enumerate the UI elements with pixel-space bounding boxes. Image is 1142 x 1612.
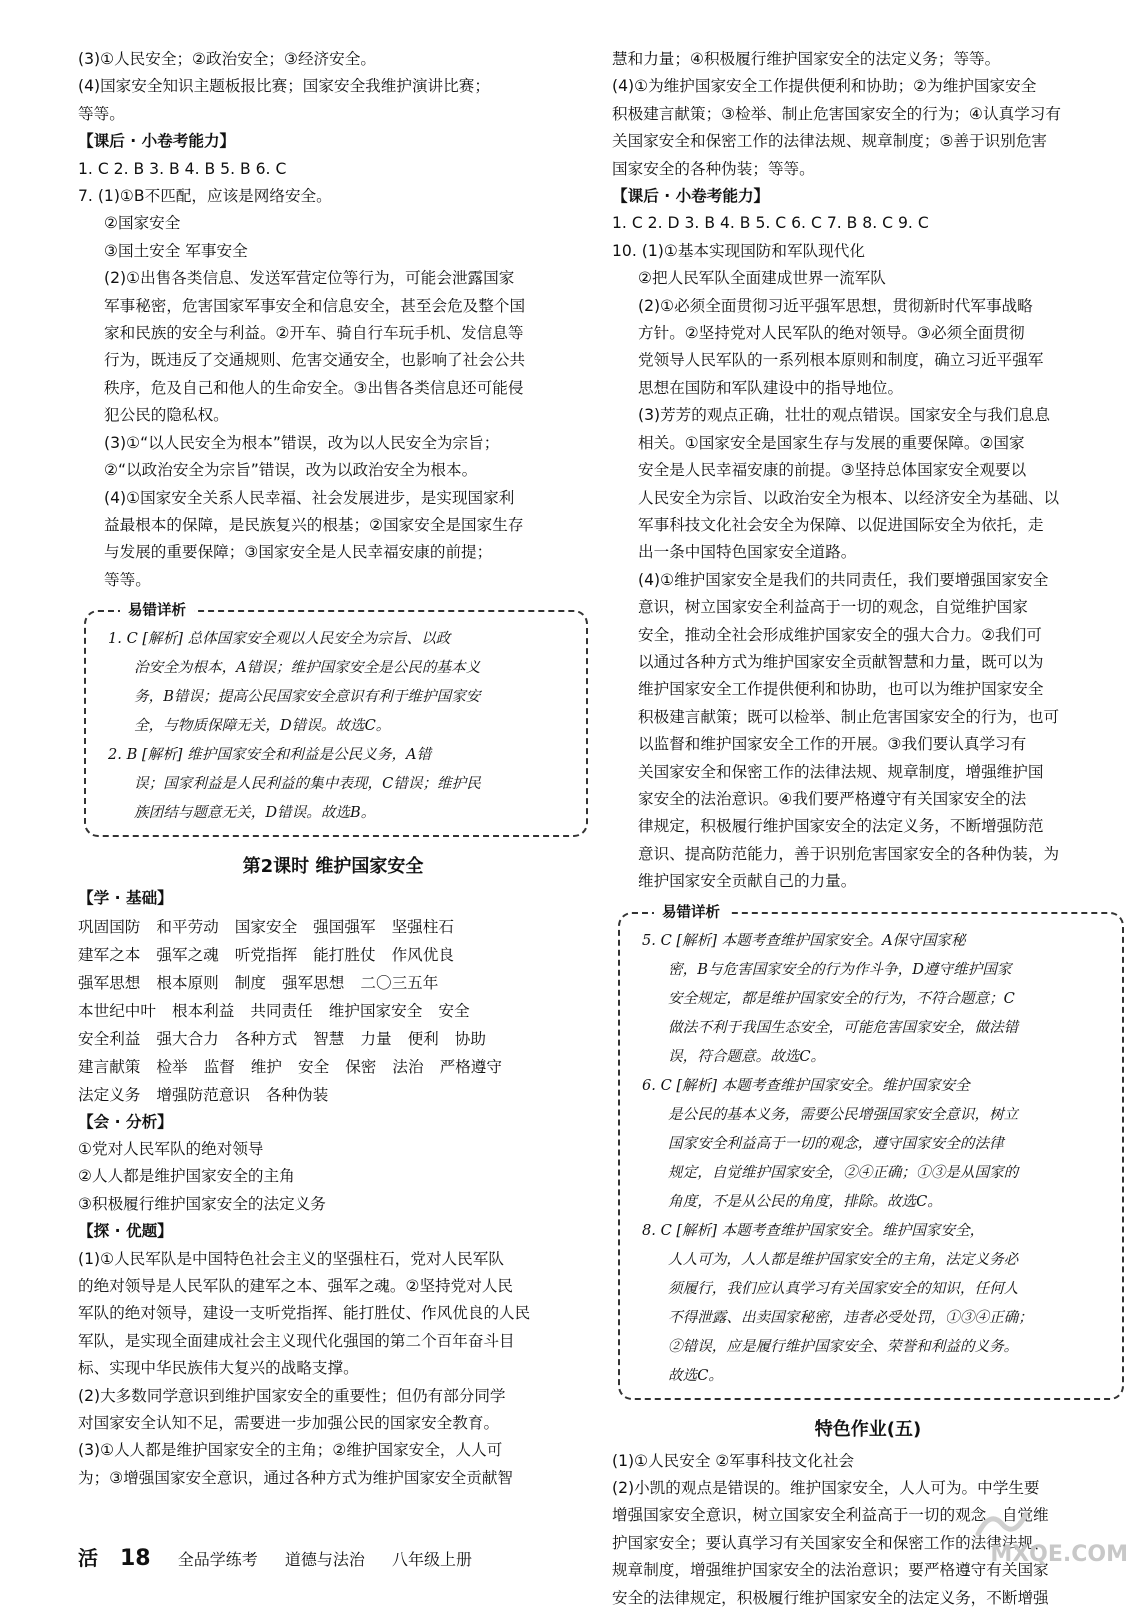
keyword: 协助 — [454, 1029, 486, 1048]
error-analysis-box — [84, 603, 588, 837]
keyword: 强大合力 — [156, 1029, 219, 1048]
text-line: (1)①人民军队是中国特色社会主义的坚强柱石，党对人民军队 — [78, 1249, 504, 1268]
box-line: 不得泄露、出卖国家秘密，违者必受处罚，①③④正确； — [668, 1308, 1033, 1326]
text-line: 标、实现中华民族伟大复兴的战略支撑。 — [78, 1359, 359, 1378]
text-line: ②人人都是维护国家安全的主角 — [78, 1167, 295, 1186]
box-line: 族团结与题意无关，D错误。故选B。 — [134, 804, 376, 822]
text-line: 等等。 — [78, 104, 125, 123]
text-line: 秩序，危及自己和他人的生命安全。③出售各类信息还可能侵 — [104, 378, 524, 397]
box-line: 是公民的基本义务，需要公民增强国家安全意识，树立 — [668, 1105, 1019, 1123]
keyword: 安全利益 — [78, 1029, 141, 1048]
right-column — [612, 46, 1124, 1612]
text-line: 对国家安全认知不足，需要进一步加强公民的国家安全教育。 — [78, 1414, 500, 1432]
text-line: 护国家安全；要认真学习有关国家安全和保密工作的法律法规、 — [612, 1533, 1049, 1552]
keyword: 强军思想 — [78, 973, 141, 992]
text-line: (3)①“以人民安全为根本”错误，改为以人民安全为宗旨； — [104, 433, 500, 452]
text-line: 安全是人民幸福安康的前提。③坚持总体国家安全观要以 — [638, 461, 1027, 480]
keyword: 强国强军 — [313, 917, 376, 936]
page-prefix: 活 — [78, 1546, 98, 1570]
text-line: 出一条中国特色国家安全道路。 — [638, 543, 857, 562]
text-line: 10. (1)①基本实现国防和军队现代化 — [612, 241, 865, 260]
keyword-row — [78, 941, 588, 969]
text-line: 的绝对领导是人民军队的建军之本、强军之魂。②坚持党对人民 — [78, 1276, 514, 1295]
keyword: 严格遵守 — [439, 1057, 502, 1076]
text-line: (4)①为维护国家安全工作提供便利和协助；②为维护国家安全 — [612, 77, 1037, 96]
text-line: 军事秘密，危害国家军事安全和信息安全，甚至会危及整个国 — [104, 296, 526, 315]
keyword-row — [78, 997, 588, 1025]
keyword: 法治 — [392, 1057, 424, 1076]
box-line: 务，B错误；提高公民国家安全意识有利于维护国家安 — [134, 688, 481, 706]
box-line: 须履行，我们应认真学习有关国家安全的知识，任何人 — [668, 1279, 1019, 1297]
text-line: (2)大多数同学意识到维护国家安全的重要性；但仍有部分同学 — [78, 1386, 506, 1405]
text-line: 等等。 — [104, 570, 151, 589]
text-line: 安全的法律规定，积极履行维护国家安全的法定义务，不断增强 — [612, 1588, 1049, 1607]
text-line: ③积极履行维护国家安全的法定义务 — [78, 1194, 326, 1213]
text-line: 人民安全为宗旨、以政治安全为根本、以经济安全为基础、以 — [638, 488, 1060, 507]
keyword: 巩固国防 — [78, 917, 141, 936]
text-line: 家和民族的安全与利益。②开车、骑自行车玩手机、发信息等 — [104, 324, 524, 343]
keyword: 智慧 — [313, 1029, 345, 1048]
keyword: 二〇三五年 — [360, 973, 439, 992]
answers-line: 1. C 2. B 3. B 4. B 5. B 6. C — [78, 159, 287, 178]
text-line: (3)①人民安全；②政治安全；③经济安全。 — [78, 50, 376, 68]
page-number-value: 18 — [120, 1546, 151, 1571]
text-line: 积极建言献策；既可以检举、制止危害国家安全的行为，也可 — [638, 707, 1060, 726]
box-line: 做法不利于我国生态安全，可能危害国家安全，做法错 — [668, 1018, 1019, 1036]
text-line: ②“以政治安全为宗旨”错误，改为以政治安全为根本。 — [104, 461, 478, 480]
watermark-text: MXQE.COM — [990, 1542, 1128, 1567]
subject-name: 道德与法治 — [284, 1550, 365, 1569]
text-line: 方针。②坚持党对人民军队的绝对领导。③必须全面贯彻 — [638, 324, 1025, 343]
box-line: 误；国家利益是人民利益的集中表现，C错误；维护民 — [134, 775, 481, 793]
box-line: 国家安全利益高于一切的观念，遵守国家安全的法律 — [668, 1134, 1004, 1152]
text-line: 思想在国防和军队建设中的指导地位。 — [638, 378, 904, 397]
grade-name: 八年级上册 — [391, 1550, 472, 1569]
keyword: 建军之本 — [78, 945, 141, 964]
text-line: ③国土安全 军事安全 — [104, 241, 248, 260]
page-number — [78, 1546, 151, 1570]
text-line: 家安全的法治意识。④我们要严格遵守有关国家安全的法 — [638, 789, 1027, 808]
text-line: (4)①国家安全关系人民幸福、社会发展进步，是实现国家利 — [104, 488, 515, 507]
keyword: 听党指挥 — [234, 945, 298, 964]
q10-block — [612, 238, 1124, 896]
keyword: 法定义务 — [78, 1085, 141, 1104]
text-line: 维护国家安全工作提供便利和协助，也可以为维护国家安全 — [638, 680, 1044, 699]
keyword: 保密 — [345, 1057, 377, 1076]
keyword-row — [78, 1025, 588, 1053]
text-line: 关国家安全和保密工作的法律法规、规章制度，增强维护国 — [638, 762, 1044, 781]
text-line: 律规定，积极履行维护国家安全的法定义务，不断增强防范 — [638, 817, 1044, 836]
left-column — [78, 46, 588, 1492]
keyword-row — [78, 913, 588, 941]
box-line: 2. B [解析] 维护国家安全和利益是公民义务，A错 — [108, 746, 432, 764]
text-line: (2)①出售各类信息、发送军营定位等行为，可能会泄露国家 — [104, 269, 515, 288]
text-line: 国家安全的各种伪装；等等。 — [612, 159, 815, 178]
keyword: 共同责任 — [250, 1001, 313, 1020]
text-line: 7. (1)①B不匹配，应该是网络安全。 — [78, 187, 332, 206]
section-heading-analyze: 【会 · 分析】 — [78, 1112, 173, 1131]
keyword: 力量 — [360, 1029, 392, 1048]
text-line: 军队的绝对领导，建设一支听党指挥、能打胜仗、作风优良的人民 — [78, 1304, 531, 1323]
keyword: 建言献策 — [78, 1057, 141, 1076]
text-line: 军队，是实现全面建成社会主义现代化强国的第二个百年奋斗目 — [78, 1331, 515, 1350]
text-line: ②把人民军队全面建成世界一流军队 — [638, 269, 886, 288]
text-line: (2)小凯的观点是错误的。维护国家安全，人人可为。中学生要 — [612, 1479, 1040, 1497]
box-line: 安全规定，都是维护国家安全的行为，不符合题意；C — [668, 989, 1015, 1007]
text-line: 意识、提高防范能力，善于识别危害国家安全的各种伪装，为 — [638, 844, 1060, 863]
box-line: 角度，不是从公民的角度，排除。故选C。 — [668, 1192, 942, 1210]
text-line: (3)①人人都是维护国家安全的主角；②维护国家安全，人人可 — [78, 1441, 503, 1460]
keyword: 各种方式 — [234, 1029, 298, 1048]
keyword: 各种伪装 — [265, 1085, 329, 1104]
text-line: 慧和力量；④积极履行维护国家安全的法定义务；等等。 — [612, 50, 1001, 68]
text-line: (2)①必须全面贯彻习近平强军思想，贯彻新时代军事战略 — [638, 296, 1033, 315]
keyword: 能打胜仗 — [313, 945, 376, 964]
text-line: 以通过各种方式为维护国家安全贡献智慧和力量，既可以为 — [638, 652, 1044, 671]
box-line: 误，符合题意。故选C。 — [668, 1047, 826, 1065]
box-line: 1. C [解析] 总体国家安全观以人民安全为宗旨、以政 — [108, 630, 451, 648]
text-line: 党领导人民军队的一系列根本原则和制度，确立习近平强军 — [638, 351, 1044, 370]
text-line: (3)芳芳的观点正确，壮壮的观点错误。国家安全与我们息息 — [638, 406, 1050, 425]
keyword: 和平劳动 — [156, 917, 219, 936]
keyword: 维护 — [250, 1057, 282, 1076]
text-line: (1)①人民安全 ②军事科技文化社会 — [612, 1451, 855, 1470]
keyword: 制度 — [234, 973, 266, 992]
answers-line: 1. C 2. D 3. B 4. B 5. C 6. C 7. B 8. C 9. C — [612, 214, 929, 233]
box-line: 全，与物质保障无关，D错误。故选C。 — [134, 717, 391, 735]
series-name: 全品学练考 — [177, 1550, 258, 1569]
box-line: 故选C。 — [668, 1366, 723, 1384]
text-line: 为；③增强国家安全意识，通过各种方式为维护国家安全贡献智 — [78, 1468, 514, 1487]
keyword-row — [78, 1081, 588, 1109]
keyword: 增强防范意识 — [156, 1085, 250, 1104]
section-heading-after-class: 【课后 · 小卷考能力】 — [612, 187, 770, 206]
box-line: 8. C [解析] 本题考查维护国家安全。维护国家安全， — [642, 1221, 985, 1239]
text-line: ②国家安全 — [104, 214, 181, 233]
box-line: 规定，自觉维护国家安全，②④正确；①③是从国家的 — [668, 1163, 1019, 1181]
text-line: (4)①维护国家安全是我们的共同责任，我们要增强国家安全 — [638, 570, 1049, 589]
keyword: 安全 — [438, 1001, 470, 1020]
text-line: 安全，推动全社会形成维护国家安全的强大合力。②我们可 — [638, 625, 1042, 644]
special-homework-title: 特色作业(五) — [814, 1418, 922, 1440]
keyword: 检举 — [156, 1057, 188, 1076]
text-line: 意识，树立国家安全利益高于一切的观念，自觉维护国家 — [638, 598, 1028, 617]
text-line: 增强国家安全意识，树立国家安全利益高于一切的观念，自觉维 — [612, 1506, 1049, 1525]
section-heading-learn: 【学 · 基础】 — [78, 889, 173, 908]
box-label: 易错详析 — [120, 600, 194, 622]
error-analysis-box — [618, 904, 1124, 1400]
text-line: 相关。①国家安全是国家生存与发展的重要保障。②国家 — [638, 433, 1025, 452]
lesson-title: 第2课时 维护国家安全 — [242, 856, 424, 878]
text-line: 与发展的重要保障；③国家安全是人民幸福安康的前提； — [104, 543, 493, 562]
text-line: ①党对人民军队的绝对领导 — [78, 1139, 264, 1158]
box-line: 5. C [解析] 本题考查维护国家安全。A保守国家秘 — [642, 931, 966, 949]
keyword: 根本原则 — [156, 973, 219, 992]
keyword: 强军思想 — [281, 973, 345, 992]
text-line: 维护国家安全贡献自己的力量。 — [638, 872, 857, 891]
box-line: 治安全为根本，A错误；维护国家安全是公民的基本义 — [134, 659, 481, 677]
box-line: 人人可为，人人都是维护国家安全的主角，法定义务必 — [668, 1250, 1019, 1268]
keyword: 强军之魂 — [156, 945, 219, 964]
text-line: 军事科技文化社会安全为保障、以促进国际安全为依托，走 — [638, 515, 1044, 534]
q7-block — [78, 183, 588, 594]
text-line: 积极建言献策；③检举、制止危害国家安全的行为；④认真学习有 — [612, 104, 1061, 123]
box-line: 6. C [解析] 本题考查维护国家安全。维护国家安全 — [642, 1076, 970, 1094]
keyword: 作风优良 — [391, 945, 454, 964]
text-line: 关国家安全和保密工作的法律法规、规章制度；⑤善于识别危害 — [612, 132, 1048, 151]
keyword: 便利 — [407, 1029, 439, 1048]
keyword: 国家安全 — [234, 917, 298, 936]
text-line: (4)国家安全知识主题板报比赛；国家安全我维护演讲比赛； — [78, 77, 490, 96]
keyword: 根本利益 — [171, 1001, 235, 1020]
keyword-row — [78, 969, 588, 997]
keyword-row — [78, 1053, 588, 1081]
text-line: 以监督和维护国家安全工作的开展。③我们要认真学习有 — [638, 735, 1027, 754]
page-footer — [78, 1543, 698, 1573]
left-lines-a — [78, 46, 588, 128]
keyword: 坚强柱石 — [391, 917, 454, 936]
text-line: 犯公民的隐私权。 — [104, 406, 229, 425]
keyword: 监督 — [203, 1057, 235, 1076]
section-heading-after-class: 【课后 · 小卷考能力】 — [78, 132, 236, 151]
box-label: 易错详析 — [654, 902, 728, 924]
keyword: 维护国家安全 — [328, 1001, 423, 1020]
section-heading-explore: 【探 · 优题】 — [78, 1222, 173, 1241]
keyword: 本世纪中叶 — [78, 1001, 156, 1020]
box-line: ②错误，应是履行维护国家安全、荣誉和利益的义务。 — [668, 1337, 1019, 1355]
box-line: 密，B与危害国家安全的行为作斗争，D遵守维护国家 — [668, 960, 1012, 978]
keyword-grid — [78, 913, 588, 1109]
text-line: 规章制度，增强维护国家安全的法治意识；要严格遵守有关国家 — [612, 1561, 1049, 1580]
keyword: 安全 — [298, 1057, 330, 1076]
text-line: 益最根本的保障，是民族复兴的根基；②国家安全是国家生存 — [104, 515, 524, 534]
text-line: 行为，既违反了交通规则、危害交通安全，也影响了社会公共 — [104, 351, 526, 370]
